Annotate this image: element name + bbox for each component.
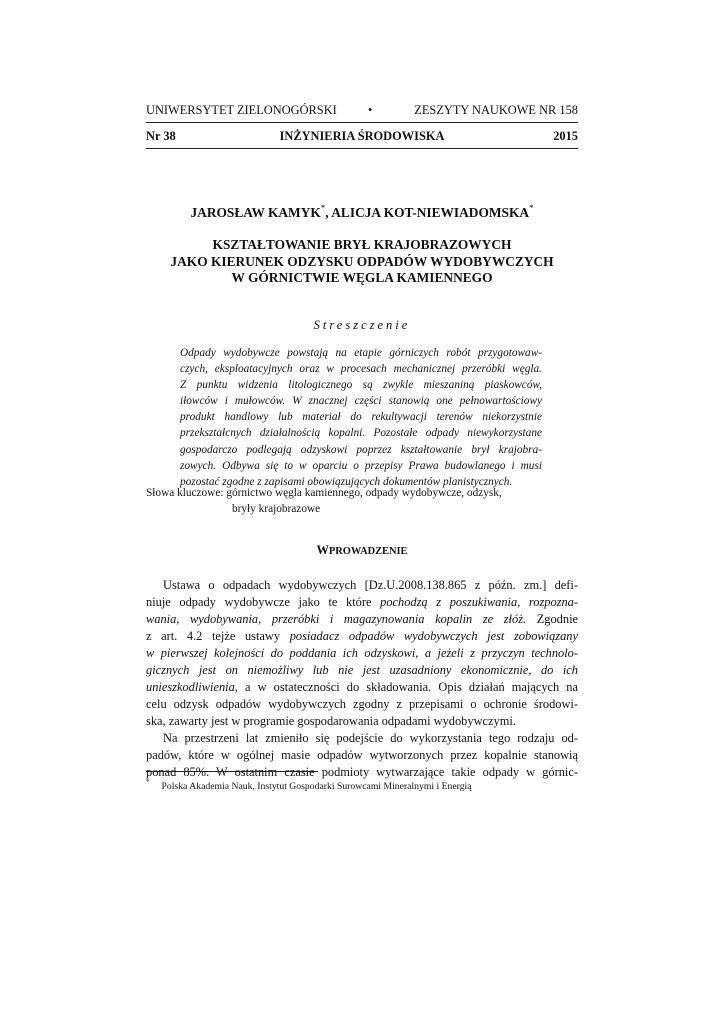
- body-line: Ustawa o odpadach wydobywczych [Dz.U.2008.138.865 z późn. zm.] defi-: [163, 578, 578, 592]
- body-line: ska, zawarty jest w programie gospodarowania odpadami wydobywczymi.: [146, 714, 516, 728]
- abstract-line: czych, eksploatacyjnych oraz w procesach mechanicznej przeróbki węgla.: [180, 363, 542, 376]
- section-heading: [146, 543, 578, 558]
- abstract-line: Odpady wydobywcze powstają na etapie górniczych robót przygotowaw-: [180, 347, 542, 359]
- issue-number: Nr 38: [146, 129, 176, 143]
- body-line: unieszkodliwienia, a w ostateczności do składowania. Opis działań mających na: [146, 680, 578, 694]
- keywords-list-continued: bryły krajobrazowe: [232, 503, 321, 515]
- affiliation-mark: *: [529, 203, 534, 213]
- author-name: ALICJA KOT-NIEWIADOMSKA: [331, 205, 530, 220]
- body-line: wania, wydobywania, przeróbki i magazynowania kopalin ze złóż. Zgodnie: [146, 612, 579, 626]
- title-line: KSZTAŁTOWANIE BRYŁ KRAJOBRAZOWYCH: [212, 237, 512, 252]
- footnote-text: Polska Akademia Nauk, Instytut Gospodarki Surowcami Mineralnymi i Energią: [161, 781, 472, 792]
- section-title-rest: PROWADZENIE: [328, 546, 408, 557]
- body-line: ponad 85%. W ostatnim czasie podmioty wytwarzające takie odpady w górnic-: [146, 765, 578, 779]
- body-line: gicznych jest on niemożliwy lub nie jest uzasadniony ekonomicznie, do ich: [146, 663, 578, 677]
- body-text: [146, 577, 578, 781]
- abstract-heading: Streszczenie: [313, 318, 411, 332]
- body-line: z art. 4.2 tejże ustawy posiadacz odpadów wydobywczych jest zobowiązany: [146, 629, 578, 643]
- publication-year: 2015: [553, 129, 578, 143]
- footnote: [146, 775, 578, 794]
- title-line: JAKO KIERUNEK ODZYSKU ODPADÓW WYDOBYWCZYCH: [170, 253, 554, 269]
- abstract-line: Z punktu widzenia litologicznego są zwykle mieszaniną piaskowców,: [180, 379, 542, 392]
- header-bullet: •: [368, 103, 373, 117]
- body-line: niuje odpady wydobywcze jako te które pochodzą z poszukiwania, rozpozna-: [146, 595, 578, 609]
- body-line: celu odzysk odpadów wydobywczych zgodny z przepisami o ochronie środowi-: [146, 697, 578, 711]
- article-title: [120, 237, 604, 287]
- title-line: W GÓRNICTWIE WĘGLA KAMIENNEGO: [231, 270, 493, 285]
- keywords-list: górnictwo węgla kamiennego, odpady wydobywcze, odzysk,: [226, 487, 502, 499]
- body-line: w pierwszej kolejności do poddania ich odzyskowi, a jeżeli z przyczyn technolo-: [146, 646, 578, 660]
- footnote-rule: [146, 771, 318, 772]
- author-name: JAROSŁAW KAMYK: [190, 205, 321, 220]
- keywords-label: Słowa kluczowe:: [146, 487, 224, 499]
- header-rule-bottom: [146, 148, 578, 149]
- body-line: padów, które w ogólnej masie odpadów wytworzonych przez kopalnie stanowią: [146, 748, 578, 762]
- journal-section: INŻYNIERIA ŚRODOWISKA: [279, 129, 445, 143]
- keywords: [146, 485, 578, 517]
- running-header-bottom: [146, 129, 578, 147]
- section-initial: W: [316, 543, 329, 557]
- abstract-text: [180, 345, 542, 490]
- header-rule-top: [146, 122, 578, 123]
- abstract-line: gospodarczo podlegają odzyskowi poprzez kształtowanie brył krajobra-: [180, 443, 542, 456]
- affiliation-mark: *: [320, 203, 326, 213]
- running-header-top: [146, 103, 578, 121]
- abstract-line: produkt handlowy lub materiał do rekultywacji terenów niekorzystnie: [180, 411, 542, 424]
- body-line: Na przestrzeni lat zmieniło się podejście do wykorzystania tego rodzaju od-: [163, 731, 578, 745]
- abstract-line: iłowców i mułowców. W znacznej części stanowią one pełnowartościowy: [180, 395, 542, 408]
- author-line: [146, 203, 578, 221]
- abstract-line: pozostać zgodne z zapisami obowiązujących dokumentów planistycznych.: [180, 475, 513, 488]
- publisher-name: UNIWERSYTET ZIELONOGÓRSKI: [146, 103, 337, 117]
- series-name: ZESZYTY NAUKOWE NR 158: [414, 103, 578, 117]
- abstract-line: przekształcnych działalnością kopalni. Pozostałe odpady niewykorzystane: [180, 427, 542, 440]
- footnote-mark: *: [146, 778, 150, 786]
- abstract-line: zowych. Odbywa się to w oparciu o przepisy Prawa budowlanego i musi: [180, 459, 542, 472]
- author-separator: ,: [325, 205, 332, 220]
